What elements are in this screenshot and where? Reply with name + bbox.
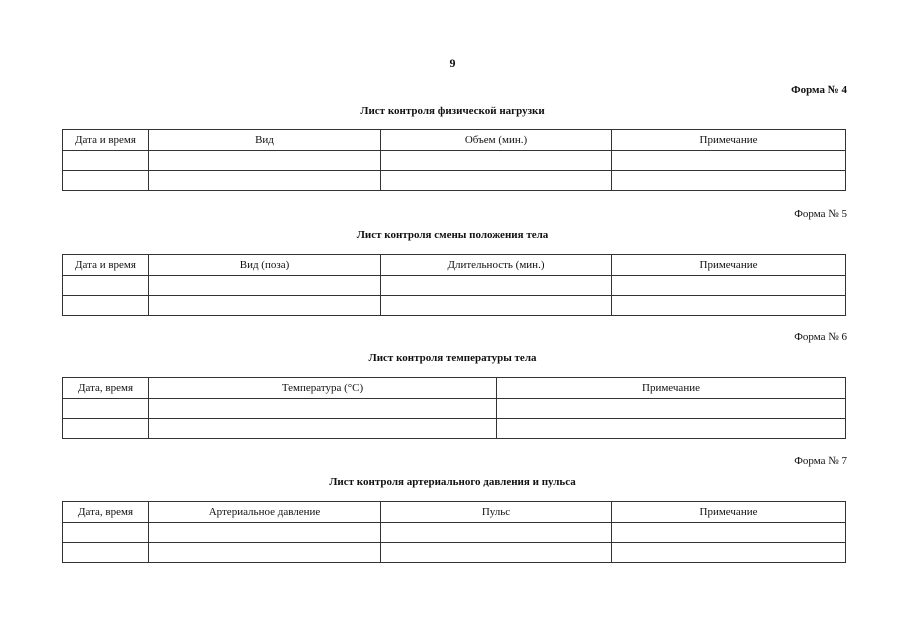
table-cell[interactable] [149, 276, 381, 296]
table-row [63, 296, 846, 316]
table-row [63, 171, 846, 191]
form-4-label: Форма № 4 [791, 84, 847, 96]
column-header-pose: Вид (поза) [149, 255, 381, 276]
form-6-table [62, 377, 846, 439]
table-row [63, 399, 846, 419]
table-cell[interactable] [63, 296, 149, 316]
table-cell[interactable] [381, 171, 612, 191]
table-header-row [63, 130, 846, 151]
table-cell[interactable] [149, 543, 381, 563]
form-7-table [62, 501, 846, 563]
table-header-row [63, 378, 846, 399]
form-5-title: Лист контроля смены положения тела [356, 229, 549, 241]
table-cell[interactable] [63, 171, 149, 191]
page-number: 9 [449, 56, 456, 70]
column-header-temperature: Температура (°C) [149, 378, 497, 399]
table-cell[interactable] [149, 399, 497, 419]
table-cell[interactable] [63, 419, 149, 439]
column-header-duration: Длительность (мин.) [381, 255, 612, 276]
table-cell[interactable] [497, 399, 846, 419]
column-header-datetime: Дата, время [63, 378, 149, 399]
table-row [63, 419, 846, 439]
table-header-row [63, 502, 846, 523]
table-cell[interactable] [612, 296, 846, 316]
table-cell[interactable] [612, 543, 846, 563]
table-cell[interactable] [149, 171, 381, 191]
table-cell[interactable] [612, 276, 846, 296]
column-header-note: Примечание [497, 378, 846, 399]
form-6-title: Лист контроля температуры тела [368, 352, 537, 364]
form-5-table [62, 254, 846, 316]
form-4-title: Лист контроля физической нагрузки [360, 105, 545, 117]
column-header-blood-pressure: Артериальное давление [149, 502, 381, 523]
table-cell[interactable] [381, 151, 612, 171]
column-header-note: Примечание [612, 255, 846, 276]
table-cell[interactable] [381, 296, 612, 316]
column-header-note: Примечание [612, 130, 846, 151]
form-4-table [62, 129, 846, 191]
column-header-datetime: Дата, время [63, 502, 149, 523]
table-cell[interactable] [63, 151, 149, 171]
form-7-label: Форма № 7 [794, 455, 847, 467]
table-cell[interactable] [149, 151, 381, 171]
table-cell[interactable] [612, 523, 846, 543]
table-row [63, 276, 846, 296]
column-header-type: Вид [149, 130, 381, 151]
table-cell[interactable] [497, 419, 846, 439]
table-cell[interactable] [63, 523, 149, 543]
table-cell[interactable] [381, 523, 612, 543]
table-cell[interactable] [63, 543, 149, 563]
table-cell[interactable] [381, 276, 612, 296]
form-7-title: Лист контроля артериального давления и пульса [329, 476, 576, 488]
table-header-row [63, 255, 846, 276]
column-header-note: Примечание [612, 502, 846, 523]
table-row [63, 151, 846, 171]
table-row [63, 543, 846, 563]
column-header-datetime: Дата и время [63, 255, 149, 276]
table-cell[interactable] [381, 543, 612, 563]
table-cell[interactable] [149, 296, 381, 316]
form-6-label: Форма № 6 [794, 331, 847, 343]
table-cell[interactable] [63, 276, 149, 296]
table-cell[interactable] [612, 151, 846, 171]
table-row [63, 523, 846, 543]
table-cell[interactable] [612, 171, 846, 191]
table-cell[interactable] [149, 419, 497, 439]
column-header-datetime: Дата и время [63, 130, 149, 151]
column-header-pulse: Пульс [381, 502, 612, 523]
table-cell[interactable] [149, 523, 381, 543]
table-cell[interactable] [63, 399, 149, 419]
column-header-volume: Объем (мин.) [381, 130, 612, 151]
form-5-label: Форма № 5 [794, 208, 847, 220]
